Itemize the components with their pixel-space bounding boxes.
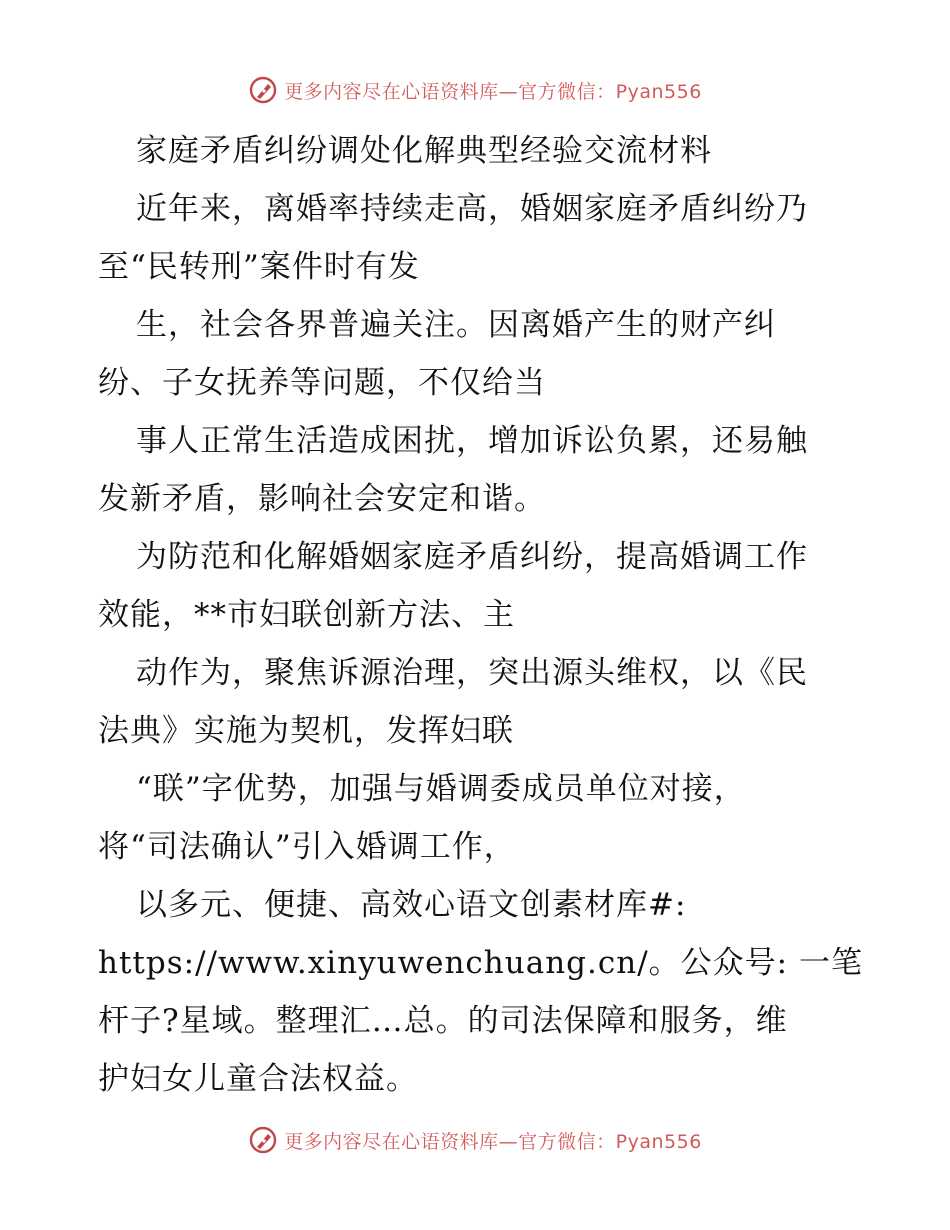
document-title: 家庭矛盾纠纷调处化解典型经验交流材料: [136, 133, 712, 169]
pen-nib-logo-icon: [248, 75, 278, 105]
paragraph-line: 法典》实施为契机，发挥妇联: [98, 713, 514, 749]
paragraph-line: 杆子?星域。整理汇…总。的司法保障和服务，维: [98, 1003, 788, 1039]
paragraph-line: 生，社会各界普遍关注。因离婚产生的财产纠: [136, 307, 776, 343]
paragraph-line: “联”字优势，加强与婚调委成员单位对接，: [136, 771, 746, 807]
paragraph-line: 事人正常生活造成困扰，增加诉讼负累，还易触: [136, 423, 808, 459]
paragraph-line: 以多元、便捷、高效心语文创素材库#:: [136, 887, 687, 923]
paragraph-line: 效能，**市妇联创新方法、主: [98, 597, 515, 633]
header-banner-text: 更多内容尽在心语资料库—官方微信：Pyan556: [284, 80, 702, 103]
url-line: https://www.xinyuwenchuang.cn/。公众号: 一笔: [98, 945, 863, 981]
pen-nib-logo-icon: [248, 1125, 278, 1155]
paragraph-line: 发新矛盾，影响社会安定和谐。: [98, 481, 546, 517]
header-banner: [0, 70, 950, 110]
paragraph-line: 动作为，聚焦诉源治理，突出源头维权，以《民: [136, 655, 808, 691]
paragraph-line: 近年来，离婚率持续走高，婚姻家庭矛盾纠纷乃: [136, 191, 808, 227]
footer-banner: [0, 1120, 950, 1160]
paragraph-line: 纷、子女抚养等问题，不仅给当: [98, 365, 546, 401]
document-body: [98, 122, 863, 1108]
paragraph-line: 将“司法确认”引入婚调工作，: [98, 829, 516, 865]
paragraph-line: 护妇女儿童合法权益。: [98, 1061, 418, 1097]
paragraph-line: 至“民转刑”案件时有发: [98, 249, 420, 285]
paragraph-line: 为防范和化解婚姻家庭矛盾纠纷，提高婚调工作: [136, 539, 808, 575]
footer-banner-text: 更多内容尽在心语资料库—官方微信：Pyan556: [284, 1130, 702, 1153]
